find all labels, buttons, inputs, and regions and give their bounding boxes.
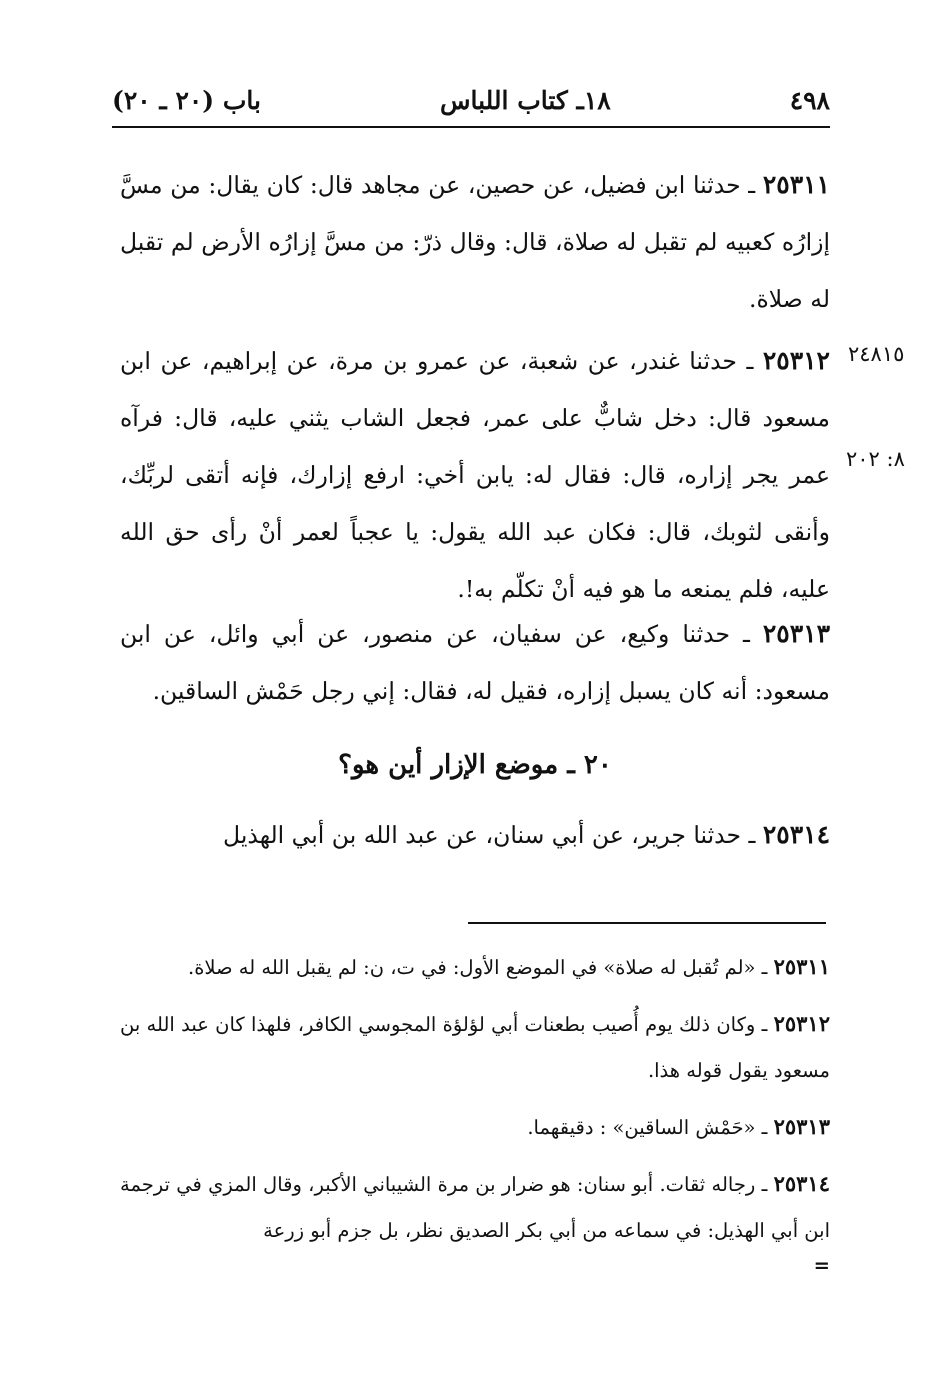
hadith-number: ٢٥٣١٣ <box>762 619 830 648</box>
margin-reference: ٢٤٨١٥ <box>848 342 905 366</box>
section-title: ٢٠ ـ موضع الإزار أين هو؟ <box>338 750 612 780</box>
margin-reference: ٨: ٢٠٢ <box>846 447 905 471</box>
chapter-ref: باب (٢٠ ـ ٢٠) <box>112 85 261 115</box>
footnote <box>120 1001 830 1094</box>
footnote-text: ـ «لم تُقبل له صلاة» في الموضع الأول: في ت، ن: لم يقبل الله له صلاة. <box>188 956 768 979</box>
footnotes <box>120 944 830 1278</box>
footnote <box>120 944 830 991</box>
footnote-number: ٢٥٣١٣ <box>773 1114 830 1139</box>
footnote-divider <box>468 922 826 924</box>
hadith-text: ـ حدثنا ابن فضيل، عن حصين، عن مجاهد قال: كان يقال: من مسَّ إزارُه كعبيه لم تقبل له صلاة، قال: وقال ذرّ: من مسَّ إزارُه الأرض لم تقبل له صلاة. <box>120 171 830 313</box>
hadith-text: ـ حدثنا غندر، عن شعبة، عن عمرو بن مرة، عن إبراهيم، عن ابن مسعود قال: دخل شابٌّ على عمر، فجعل الشاب يثني عليه، قال: فرآه عمر يجر إزاره، قال: فقال له: يابن أخي: ارفع إزارك، فإنه أتقى لربِّك، وأنقى لثوبك، قال: فكان عبد الله يقول: يا عجباً لعمر أنْ رأى حق الله عليه، فلم يمنعه ما هو فيه أنْ تكلّم به!. <box>120 347 830 603</box>
footnote-text: ـ رجاله ثقات. أبو سنان: هو ضرار بن مرة الشيباني الأكبر، وقال المزي في ترجمة ابن أبي الهذيل: في سماعه من أبي بكر الصديق نظر، بل جزم أبو زرعة <box>120 1173 830 1242</box>
footnote-number: ٢٥٣١٤ <box>773 1171 830 1196</box>
footnote-number: ٢٥٣١٢ <box>773 1011 830 1036</box>
hadith-paragraph <box>120 332 830 618</box>
book-title: ١٨ـ كتاب اللباس <box>439 85 611 115</box>
hadith-25314 <box>120 806 830 864</box>
hadith-number: ٢٥٣١١ <box>762 170 830 199</box>
footnote <box>120 1161 830 1254</box>
hadith-number: ٢٥٣١٤ <box>762 820 830 849</box>
page-header <box>112 80 830 120</box>
page-number: ٤٩٨ <box>789 85 830 115</box>
hadith-25313 <box>120 605 830 720</box>
hadith-25311 <box>120 156 830 328</box>
footnote-text: ـ وكان ذلك يوم أُصيب بطعنات أبي لؤلؤة المجوسي الكافر، فلهذا كان عبد الله بن مسعود يقول قوله هذا. <box>120 1013 830 1082</box>
continuation-mark: = <box>813 1254 830 1277</box>
footnote-number: ٢٥٣١١ <box>773 954 830 979</box>
hadith-text: ـ حدثنا جرير، عن أبي سنان، عن عبد الله بن أبي الهذيل <box>223 821 756 849</box>
hadith-number: ٢٥٣١٢ <box>762 346 830 375</box>
header-divider <box>112 126 830 128</box>
hadith-25312 <box>120 332 830 618</box>
hadith-text: ـ حدثنا وكيع، عن سفيان، عن منصور، عن أبي وائل، عن ابن مسعود: أنه كان يسبل إزاره، فقيل له، فقال: إني رجل حَمْش الساقين. <box>120 620 830 705</box>
hadith-paragraph <box>120 605 830 720</box>
footnote <box>120 1104 830 1151</box>
hadith-paragraph <box>120 806 830 864</box>
footnote-text: ـ «حَمْش الساقين» : دقيقهما. <box>527 1116 768 1139</box>
hadith-paragraph <box>120 156 830 328</box>
